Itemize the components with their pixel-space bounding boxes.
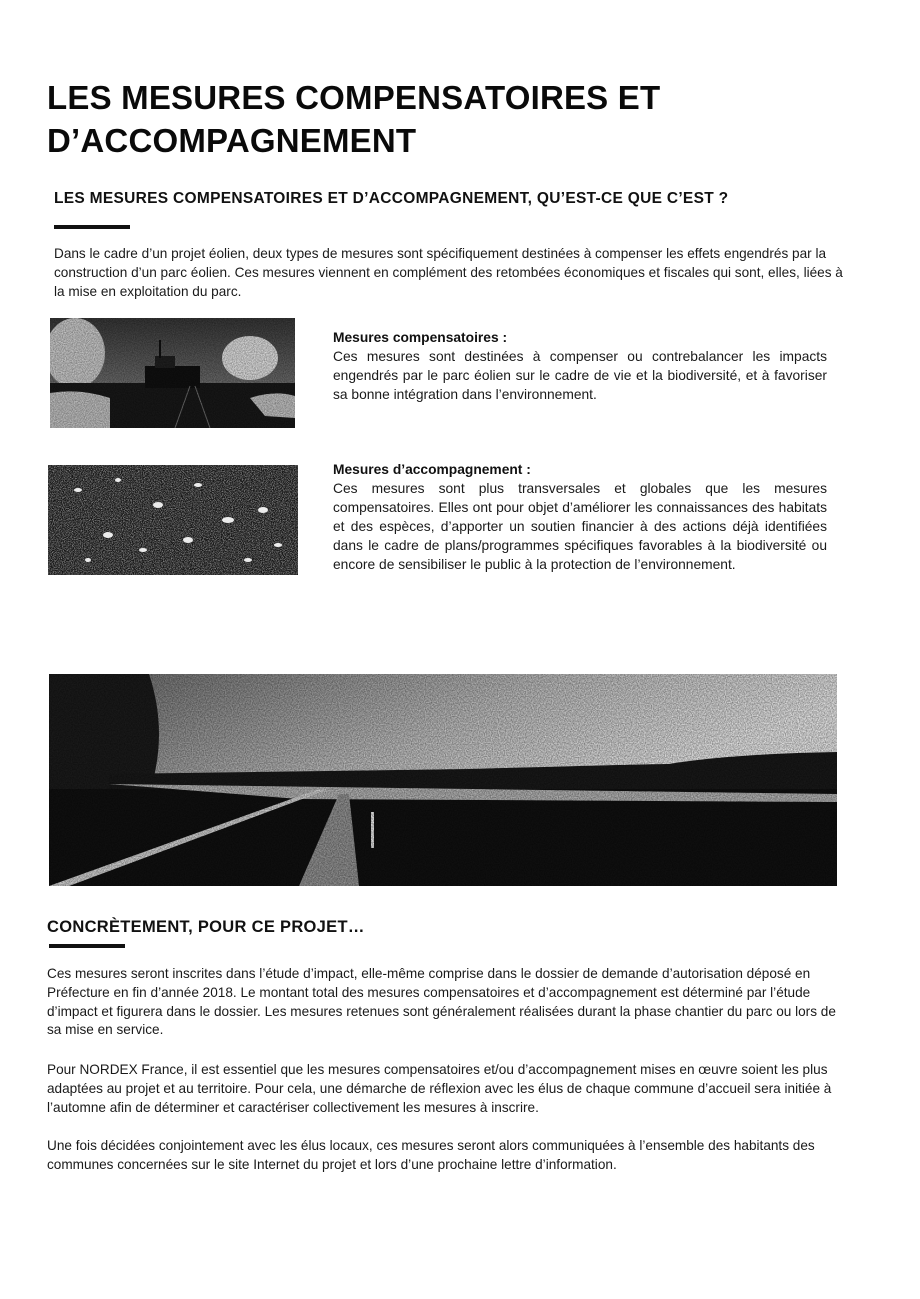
page-title-line-1: LES MESURES COMPENSATOIRES ET [47, 79, 661, 116]
heading-underline-rule [49, 944, 125, 948]
heading-underline-rule [54, 225, 130, 229]
countryside-landscape-image [49, 674, 837, 886]
wildflower-meadow-photo [48, 465, 298, 575]
project-paragraph-communication: Une fois décidées conjointement avec les élus locaux, ces mesures seront alors communiquées à l’ensemble des habitants des communes concernées sur le site Internet du projet et lors d’une prochaine lettre d’information. [47, 1138, 815, 1172]
village-road-image [50, 318, 295, 428]
accompanying-measures-text: Ces mesures sont plus transversales et globales que les mesures compensatoires. Elles ont pour objet d’améliorer les connaissances des habitats et des espèces, d’apporter un soutien financier à des actions déjà identifiées dans le cadre de plans/programmes spécifiques favorables à la biodiversité ou encore de sensibiliser le public à la protection de l’environnement. [333, 481, 827, 572]
section-heading-project: CONCRÈTEMENT, POUR CE PROJET… [47, 918, 365, 936]
accompanying-measures-title: Mesures d’accompagnement : [333, 462, 531, 477]
compensatory-measures-block [333, 328, 827, 404]
wildflower-meadow-image [48, 465, 298, 575]
countryside-road-landscape-photo [49, 674, 837, 886]
page-title [47, 76, 847, 162]
compensatory-measures-text: Ces mesures sont destinées à compenser ou contrebalancer les impacts engendrés par le parc éolien sur le cadre de vie et la biodiversité, et à favoriser sa bonne intégration dans l’environnement. [333, 349, 827, 402]
compensatory-measures-title: Mesures compensatoires : [333, 330, 508, 345]
project-paragraph-impact-study: Ces mesures seront inscrites dans l’étude d’impact, elle-même comprise dans le dossier de demande d’autorisation déposé en Préfecture en fin d’année 2018. Le montant total des mesures compensatoires et d’accompagnement est déterminé par l’étude d’impact et figurera dans le dossier. Les mesures retenues sont généralement réalisées durant la phase chantier du parc ou lors de sa mise en service. [47, 966, 836, 1038]
project-paragraph-nordex: Pour NORDEX France, il est essentiel que les mesures compensatoires et/ou d’accompagnement mises en œuvre soient les plus adaptées au projet et au territoire. Pour cela, une démarche de réflexion avec les élus de chaque commune d’accueil sera initiée à l’automne afin de déterminer et caractériser collectivement les mesures à inscrire. [47, 1062, 832, 1115]
accompanying-measures-block [333, 460, 827, 574]
section-heading-definition: LES MESURES COMPENSATOIRES ET D’ACCOMPAGNEMENT, QU’EST-CE QUE C’EST ? [54, 190, 729, 207]
intro-paragraph: Dans le cadre d’un projet éolien, deux types de mesures sont spécifiquement destinées à compenser les effets engendrés par la construction d’un parc éolien. Ces mesures viennent en complément des retombées économiques et fiscales qui sont, elles, liées à la mise en exploitation du parc. [54, 246, 843, 299]
page-title-line-2: D’ACCOMPAGNEMENT [47, 122, 417, 159]
village-road-photo [50, 318, 295, 428]
